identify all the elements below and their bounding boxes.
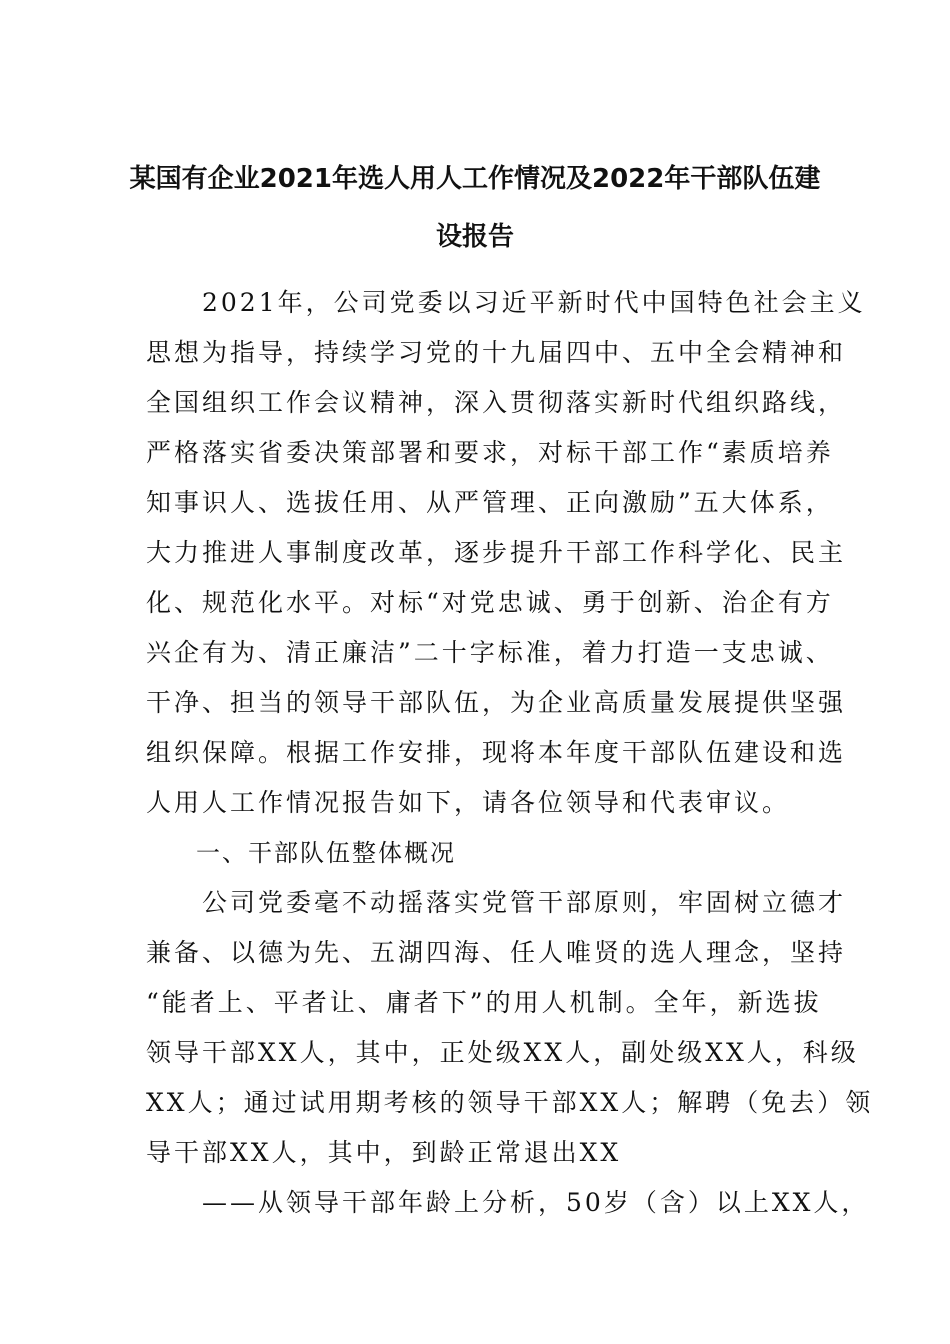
- text-line: 兼备、以德为先、五湖四海、任人唯贤的选人理念，坚持: [146, 938, 847, 967]
- text-line: 知事识人、选拔任用、从严管理、正向激励”五大体系，: [146, 488, 834, 517]
- paragraph-age-analysis: [146, 1178, 870, 1228]
- text-line: 兴企有为、清正廉洁”二十字标准，着力打造一支忠诚、: [146, 638, 834, 667]
- text-line: 严格落实省委决策部署和要求，对标干部工作“素质培养: [146, 438, 834, 467]
- document-title: [120, 150, 830, 266]
- text-line: 干净、担当的领导干部队伍，为企业高质量发展提供坚强: [146, 688, 847, 717]
- text-line: 全国组织工作会议精神，深入贯彻落实新时代组织路线，: [146, 388, 847, 417]
- title-line-2: 设报告: [435, 222, 514, 252]
- text-line: ——从领导干部年龄上分析，50岁（含）以上XX人，: [146, 1188, 870, 1217]
- text-line: 大力推进人事制度改革，逐步提升干部工作科学化、民主: [146, 538, 847, 567]
- text-line: 思想为指导，持续学习党的十九届四中、五中全会精神和: [146, 338, 847, 367]
- text-line: 导干部XX人，其中，到龄正常退出XX: [146, 1138, 622, 1167]
- section-heading: 一、干部队伍整体概况: [196, 839, 456, 867]
- text-line: 化、规范化水平。对标“对党忠诚、勇于创新、治企有方: [146, 588, 834, 617]
- title-line-1: 某国有企业2021年选人用人工作情况及2022年干部队伍建: [129, 164, 821, 194]
- text-line: 人用人工作情况报告如下，请各位领导和代表审议。: [146, 788, 791, 817]
- text-line: 公司党委毫不动摇落实党管干部原则，牢固树立德才: [146, 888, 847, 917]
- paragraph-intro: [146, 278, 866, 828]
- text-line: 2021年，公司党委以习近平新时代中国特色社会主义: [146, 288, 866, 317]
- paragraph-overview: [146, 878, 874, 1178]
- text-line: “能者上、平者让、庸者下”的用人机制。全年，新选拔: [146, 988, 822, 1017]
- text-line: XX人；通过试用期考核的领导干部XX人；解聘（免去）领: [146, 1088, 874, 1117]
- text-line: 组织保障。根据工作安排，现将本年度干部队伍建设和选: [146, 738, 847, 767]
- text-line: 领导干部XX人，其中，正处级XX人，副处级XX人，科级: [146, 1038, 859, 1067]
